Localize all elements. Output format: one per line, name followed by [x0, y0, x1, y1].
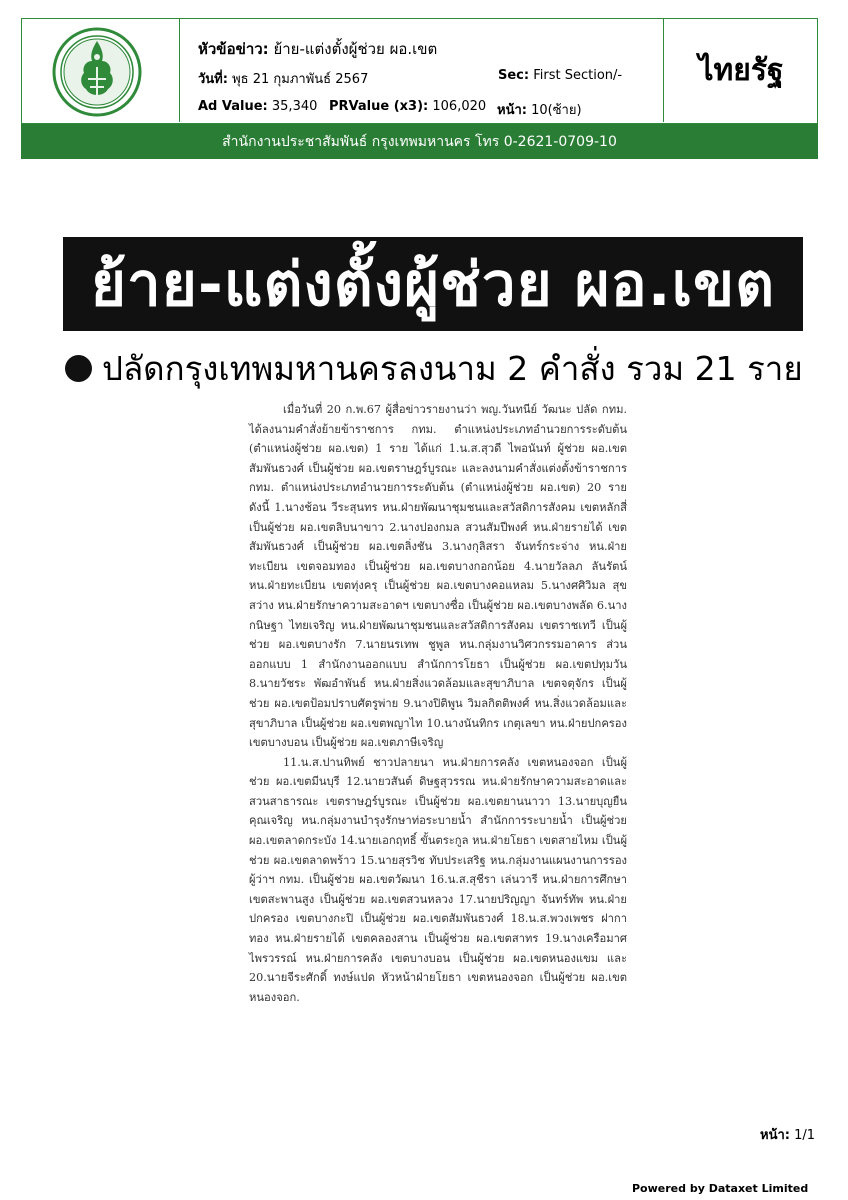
headline-meta-label: หัวข้อข่าว: [198, 40, 269, 58]
date-value: พุธ 21 กุมภาพันธ์ 2567 [232, 72, 369, 87]
page-meta-value: 10(ซ้าย) [531, 103, 582, 118]
headline-meta [198, 37, 437, 61]
article-body [249, 400, 627, 1007]
article-subheadline: ปลัดกรุงเทพมหานครลงนาม 2 คำสั่ง รวม 21 ราย [102, 348, 803, 388]
pr-value: 106,020 [432, 99, 487, 114]
section-value: First Section/- [533, 68, 623, 83]
ad-value: 35,340 [271, 99, 318, 114]
section-meta [498, 68, 622, 83]
powered-by: Powered by Dataxet Limited [632, 1182, 809, 1195]
section-label: Sec: [498, 68, 530, 83]
article-headline: ย้าย-แต่งตั้งผู้ช่วย ผอ.เขต [90, 249, 776, 320]
logo-cell [22, 19, 180, 122]
page-number [760, 1124, 815, 1145]
ad-value-label: Ad Value: [198, 99, 268, 114]
pr-value-label: PRValue (x3): [329, 99, 429, 114]
pr-value-meta [329, 99, 486, 114]
page-meta [497, 99, 582, 120]
article-subheadline-row [63, 344, 808, 392]
date-meta [198, 68, 368, 89]
clipping-info [198, 27, 668, 122]
date-label: วันที่: [198, 72, 228, 87]
headline-meta-value: ย้าย-แต่งตั้งผู้ช่วย ผอ.เขต [273, 40, 438, 58]
page-meta-label: หน้า: [497, 103, 527, 118]
page-number-value: 1/1 [794, 1128, 816, 1143]
bullet-icon [65, 355, 92, 382]
article-paragraph: 11.น.ส.ปานทิพย์ ชาวปลายนา หน.ฝ่ายการคลัง เขตหนองจอก เป็นผู้ช่วย ผอ.เขตมีนบุรี 12.นายวสันต์ ดิษฐสุวรรณ หน.ฝ่ายรักษาความสะอาดและสวนสาธารณะ เขตราษฎร์บูรณะ เป็นผู้ช่วย ผอ.เขตยานนาวา 13.นายบุญยืน คุณเจริญ หน.กลุ่มงานบำรุงรักษาท่อระบายน้ำ สำนักการระบายน้ำ เป็นผู้ช่วย ผอ.เขตลาดกระบัง 14.นายเอกฤทธิ์ ขั้นตระกูล หน.ฝ่ายโยธา เขตสายไหม เป็นผู้ช่วย ผอ.เขตลาดพร้าว 15.นายสุรวิช ทับประเสริฐ หน.กลุ่มงานแผนงานการรองผู้ว่าฯ กทม. เป็นผู้ช่วย ผอ.เขตวัฒนา 16.น.ส.สุชีรา เล่นวารี หน.ฝ่ายการศึกษา เขตสะพานสูง เป็นผู้ช่วย ผอ.เขตสวนหลวง 17.นายปริญญา จันทร์ทัพ หน.ฝ่ายปกครอง เขตบางกะปิ เป็นผู้ช่วย ผอ.เขตสัมพันธวงศ์ 18.น.ส.พวงเพชร ฝากาทอง หน.ฝ่ายรายได้ เขตคลองสาน เป็นผู้ช่วย ผอ.เขตสาทร 19.นางเครือมาศ ไพรวรรณ์ หน.ฝ่ายการคลัง เขตบางบอน เป็นผู้ช่วย ผอ.เขตหนองแขม และ 20.นายจีระศักดิ์ ทงษ์แปด หัวหน้าฝ่ายโยธา เขตหนองจอก เป็นผู้ช่วย ผอ.เขตหนองจอก. [249, 755, 627, 1004]
clipping-header [21, 18, 818, 124]
ad-value-meta [198, 99, 317, 114]
page-number-label: หน้า: [760, 1128, 790, 1143]
publication-name: ไทยรัฐ [698, 53, 784, 88]
publication-cell [663, 19, 818, 122]
article-paragraph: เมื่อวันที่ 20 ก.พ.67 ผู้สื่อข่าวรายงานว่า พญ.วันทนีย์ วัฒนะ ปลัด กทม. ได้ลงนามคำสั่งย้ายข้าราชการ กทม. ตำแหน่งประเภทอำนวยการระดับต้น (ตำแหน่งผู้ช่วย ผอ.เขต) 1 ราย ได้แก่ 1.น.ส.สุวดี ไพอนันท์ ผู้ช่วย ผอ.เขตสัมพันธวงศ์ เป็นผู้ช่วย ผอ.เขตราษฎร์บูรณะ และลงนามคำสั่งแต่งตั้งข้าราชการ กทม. ตำแหน่งประเภทอำนวยการระดับต้น (ตำแหน่งผู้ช่วย ผอ.เขต) 20 ราย ดังนี้ 1.นางช้อน วีระสุนทร หน.ฝ่ายพัฒนาชุมชนและสวัสดิการสังคม เขตหลักสี่ เป็นผู้ช่วย ผอ.เขตลิบนาขาว 2.นางปองกมล สวนสัมปีพงศ์ หน.ฝ่ายรายได้ เขตสัมพันธวงศ์ เป็นผู้ช่วย ผอ.เขตลิ่งชัน 3.นางกุลิสรา จันทร์กระจ่าง หน.ฝ่ายทะเบียน เขตจอมทอง เป็นผู้ช่วย ผอ.เขตบางกอกน้อย 4.นายวัลลภ ลันรัตน์ หน.ฝ่ายทะเบียน เขตทุ่งครุ เป็นผู้ช่วย ผอ.เขตบางคอแหลม 5.นางศศิวิมล สุขสว่าง หน.ฝ่ายรักษาความสะอาดฯ เขตบางซื่อ เป็นผู้ช่วย ผอ.เขตบางพลัด 6.นางกนิษฐา ไทยเจริญ หน.ฝ่ายพัฒนาชุมชนและสวัสดิการสังคม เขตราชเทวี เป็นผู้ช่วย ผอ.เขตบางรัก 7.นายนรเทพ ชูพูล หน.กลุ่มงานวิศวกรรมอาคาร ส่วนออกแบบ 1 สำนักงานออกแบบ สำนักการโยธา เป็นผู้ช่วย ผอ.เขตปทุมวัน 8.นายวัชระ พัฒอำพันธ์ หน.ฝ่ายสิ่งแวดล้อมและสุขาภิบาล เขตจตุจักร เป็นผู้ช่วย ผอ.เขตป้อมปราบศัตรูพ่าย 9.นางปิติพูน วิมลกิตติพงศ์ หน.สิ่งแวดล้อมและสุขาภิบาล เป็นผู้ช่วย ผอ.เขตพญาไท 10.นางนันทิกร เกตุเลขา หน.ฝ่ายปกครอง เขตบางบอน เป็นผู้ช่วย ผอ.เขตภาษีเจริญ [249, 403, 627, 750]
agency-bar: สำนักงานประชาสัมพันธ์ กรุงเทพมหานคร โทร 0-2621-0709-10 [21, 124, 818, 159]
article-headline-banner [63, 237, 803, 331]
bangkok-seal-icon [52, 27, 142, 117]
